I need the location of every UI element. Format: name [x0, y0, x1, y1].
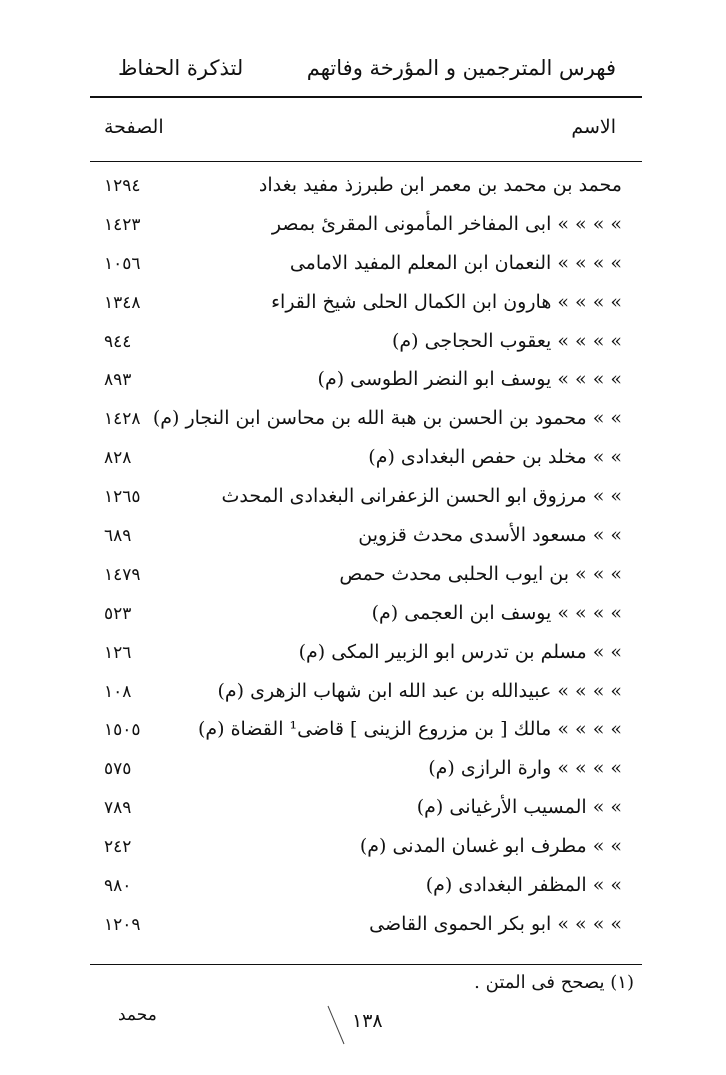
entry-page: ١٢٦٥ [104, 487, 141, 508]
index-row [0, 635, 726, 674]
index-list [0, 168, 726, 946]
entry-name: » » » » مالك [ بن مزروع الزينى ] قاضى¹ القضاة (م) [197, 718, 622, 741]
index-row [0, 712, 726, 751]
index-row [0, 557, 726, 596]
entry-page: ١٤٧٩ [104, 564, 141, 585]
entry-page: ١٥٠٥ [104, 720, 141, 741]
index-row [0, 674, 726, 713]
entry-name: » » » » يوسف ابو النضر الطوسى (م) [317, 368, 622, 391]
entry-page: ٢٤٢ [104, 837, 132, 858]
entry-name: » » محمود بن الحسن بن هبة الله بن محاسن ابن النجار (م) [152, 407, 622, 430]
column-header-rule [90, 161, 642, 162]
entry-page: ١٠٨ [104, 681, 132, 702]
entry-page: ٧٨٩ [104, 798, 132, 819]
entry-name: » » » » ابو بكر الحموى القاضى [369, 912, 622, 935]
entry-page: ١٤٢٣ [104, 214, 141, 235]
index-row [0, 440, 726, 479]
footnote: (١) يصحح فى المتن . [474, 972, 634, 993]
page-number: ١٣٨ [352, 1010, 383, 1032]
index-row [0, 479, 726, 518]
entry-page: ٥٢٣ [104, 603, 132, 624]
pen-stroke-mark [326, 1004, 348, 1048]
column-header-name: الاسم [571, 116, 616, 138]
entry-page: ٨٩٣ [104, 370, 132, 391]
entry-name: » » المظفر البغدادى (م) [425, 874, 622, 897]
entry-name: محمد بن محمد بن معمر ابن طبرزذ مفيد بغداد [258, 174, 622, 196]
index-row [0, 790, 726, 829]
entry-name: » » مخلد بن حفص البغدادى (م) [368, 446, 622, 469]
entry-page: ١٢٠٩ [104, 914, 141, 935]
entry-name: » » مسلم بن تدرس ابو الزبير المكى (م) [298, 640, 622, 663]
index-row [0, 596, 726, 635]
entry-page: ١٢٩٤ [104, 176, 141, 196]
signature: محمد [118, 1005, 157, 1025]
index-row [0, 868, 726, 907]
entry-name: » » مسعود الأسدى محدث قزوين [358, 524, 622, 547]
entry-name: » » » » ابى المفاخر المأمونى المقرئ بمصر [271, 212, 622, 235]
entry-name: » » » » هارون ابن الكمال الحلى شيخ القراء [271, 290, 622, 313]
index-row [0, 751, 726, 790]
entry-name: » » » » وارة الرازى (م) [428, 757, 622, 780]
running-title: فهرس المترجمين و المؤرخة وفاتهم [306, 56, 616, 80]
entry-page: ٩٨٠ [104, 876, 132, 897]
entry-page: ٩٤٤ [104, 331, 132, 352]
entry-name: » » مرزوق ابو الحسن الزعفرانى البغدادى المحدث [221, 485, 622, 508]
entry-name: » » » » يعقوب الحجاجى (م) [391, 329, 622, 352]
entry-page: ١٠٥٦ [104, 253, 141, 274]
book-title: لتذكرة الحفاظ [118, 56, 244, 80]
entry-page: ٦٨٩ [104, 526, 132, 547]
entry-name: » » المسيب الأرغيانى (م) [416, 796, 622, 819]
entry-name: » » » » يوسف ابن العجمى (م) [371, 601, 622, 624]
entry-name: » » » » النعمان ابن المعلم المفيد الامامى [289, 251, 622, 274]
entry-page: ١٤٢٨ [104, 409, 141, 430]
index-row [0, 907, 726, 946]
index-row [0, 246, 726, 285]
entry-page: ١٢٦ [104, 642, 132, 663]
entry-page: ٨٢٨ [104, 448, 132, 469]
index-row [0, 207, 726, 246]
entry-name: » » » » عبيدالله بن عبد الله ابن شهاب الزهرى (م) [217, 679, 622, 702]
entry-page: ٥٧٥ [104, 759, 132, 780]
index-row [0, 285, 726, 324]
index-row [0, 362, 726, 401]
index-row [0, 829, 726, 868]
index-row [0, 168, 726, 207]
header-rule [90, 96, 642, 98]
index-row [0, 518, 726, 557]
index-row [0, 324, 726, 363]
entry-page: ١٣٤٨ [104, 292, 141, 313]
entry-name: » » » بن ايوب الحلبى محدث حمص [339, 562, 622, 585]
column-header-page: الصفحة [104, 116, 164, 138]
footnote-rule [90, 964, 642, 965]
entry-name: » » مطرف ابو غسان المدنى (م) [359, 835, 622, 858]
index-row [0, 401, 726, 440]
